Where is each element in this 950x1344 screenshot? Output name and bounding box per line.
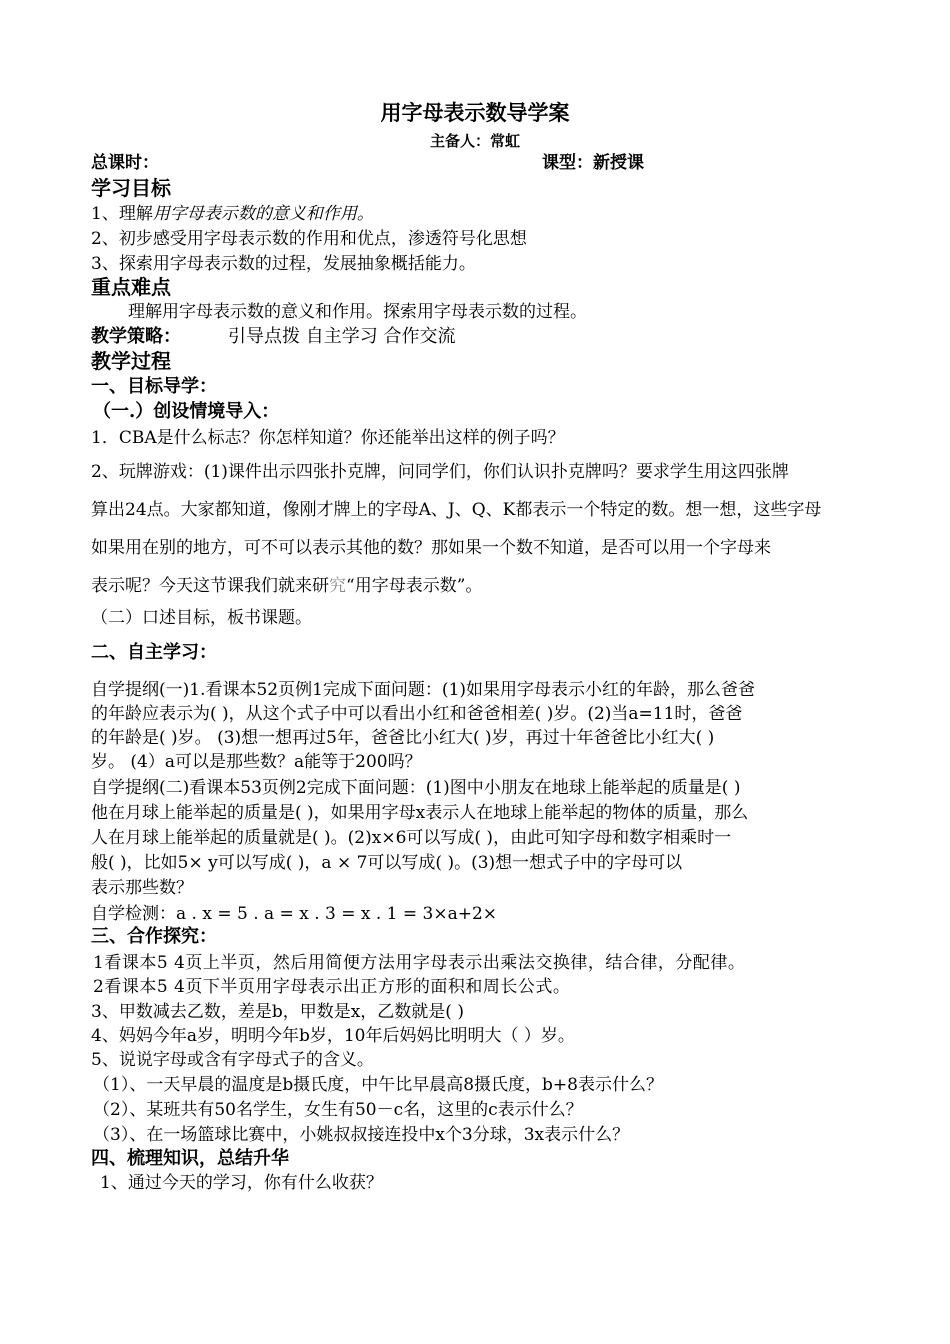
process-heading: 教学过程 <box>91 349 171 373</box>
question-2-line3: 如果用在别的地方，可不可以表示其他的数？那如果一个数不知道，是否可以用一个字母来 <box>91 538 771 558</box>
outline1-line1: 自学提纲(一)1.看课本52页例1完成下面问题：(1)如果用字母表示小红的年龄，那么爸爸 <box>91 680 756 700</box>
objectives-heading: 学习目标 <box>91 176 171 200</box>
cooperate-1: 1看课本5 4页上半页，然后用简便方法用字母表示出乘法交换律，结合律，分配律。 <box>93 953 746 973</box>
self-check: 自学检测：a . x = 5 . a = x . 3 = x . 1 = 3×a+2× <box>91 904 498 924</box>
key-points-text: 理解用字母表示数的意义和作用。探索用字母表示数的过程。 <box>128 302 587 322</box>
part2-heading: 二、自主学习： <box>91 642 217 663</box>
outline2-line3: 人在月球上能举起的质量就是( )。(2)x×6可以写成( )，由此可知字母和数字相乘时一 <box>91 828 732 848</box>
objective-1-prefix: 1、理解 <box>91 204 153 224</box>
outline2-line4: 般( )，比如5× y可以写成( )，a × 7可以写成( )。(3)想一想式子中的字母可以 <box>91 853 683 873</box>
strategy-items: 引导点拨 自主学习 合作交流 <box>228 326 456 347</box>
meta-row <box>91 152 860 174</box>
outline1-line4: 岁。 (4）a可以是那些数？a能等于200吗？ <box>91 752 422 772</box>
outline2-line5: 表示那些数？ <box>91 878 193 898</box>
part4-heading: 四、梳理知识，总结升华 <box>91 1148 289 1169</box>
cooperate-4: 4、妈妈今年a岁，明明今年b岁，10年后妈妈比明明大（ ）岁。 <box>91 1026 575 1046</box>
question-2-line4-b: 究 <box>329 576 346 596</box>
question-2-line2: 算出24点。大家都知道，像刚才牌上的字母A、J、Q、K都表示一个特定的数。想一想，这些字母 <box>91 500 822 520</box>
part1-sub1: （一.）创设情境导入： <box>93 401 280 422</box>
question-1: 1．CBA是什么标志？你怎样知道？你还能举出这样的例子吗？ <box>91 428 565 448</box>
outline1-line3: 的年龄是( )岁。 (3)想一想再过5年，爸爸比小红大( )岁，再过十年爸爸比小红大( ) <box>91 728 715 748</box>
cooperate-5-1: （1）、一天早晨的温度是b摄氏度，中午比早晨高8摄氏度，b+8表示什么？ <box>93 1075 663 1095</box>
part3-heading: 三、合作探究： <box>91 926 217 947</box>
question-2-line1: 2、玩牌游戏：(1)课件出示四张扑克牌，问同学们，你们认识扑克牌吗？要求学生用这四张牌 <box>91 462 789 482</box>
total-hours-label: 总课时： <box>91 153 159 173</box>
strategy-label: 教学策略： <box>91 326 181 347</box>
cooperate-5: 5、说说字母或含有字母式子的含义。 <box>91 1050 374 1070</box>
strategy-row <box>91 326 860 348</box>
cooperate-5-2: （2）、某班共有50名学生，女生有50－c名，这里的c表示什么？ <box>93 1100 583 1120</box>
part1-heading: 一、目标导学： <box>91 376 217 397</box>
outline2-line2: 他在月球上能举起的质量是( )，如果用字母x表示人在地球上能举起的物体的质量，那么 <box>91 803 749 823</box>
question-2-line4-a: 表示呢？今天这节课我们就来研 <box>91 576 329 596</box>
cooperate-2: 2看课本5 4页下半页用字母表示出正方形的面积和周长公式。 <box>93 977 571 997</box>
objective-2: 2、初步感受用字母表示数的作用和优点，渗透符号化思想 <box>91 229 527 249</box>
preparer: 主备人：常虹 <box>429 132 520 150</box>
objective-1 <box>91 203 860 225</box>
cooperate-3: 3、甲数减去乙数，差是b，甲数是x，乙数就是( ) <box>91 1002 464 1022</box>
outline1-line2: 的年龄应表示为( )，从这个式子中可以看出小红和爸爸相差( )岁。(2)当a=11时，爸爸 <box>91 704 743 724</box>
lesson-type-label: 课型：新授课 <box>542 153 644 173</box>
objective-1-italic: 用字母表示数的意义和作用。 <box>152 204 374 224</box>
key-points-heading: 重点难点 <box>91 275 171 299</box>
question-2-line4 <box>91 575 860 597</box>
question-2-line4-c: “用字母表示数”。 <box>346 576 483 596</box>
summary-1: 1、通过今天的学习，你有什么收获？ <box>100 1173 383 1193</box>
cooperate-5-3: （3）、在一场篮球比赛中，小姚叔叔接连投中x个3分球，3x表示什么？ <box>93 1125 630 1145</box>
page-title: 用字母表示数导学案 <box>380 100 570 125</box>
outline2-line1: 自学提纲(二)看课本53页例2完成下面问题：(1)图中小朋友在地球上能举起的质量是( ) <box>91 778 741 798</box>
part1-sub2: （二）口述目标，板书课题。 <box>91 608 312 628</box>
objective-3: 3、探索用字母表示数的过程，发展抽象概括能力。 <box>91 254 476 274</box>
